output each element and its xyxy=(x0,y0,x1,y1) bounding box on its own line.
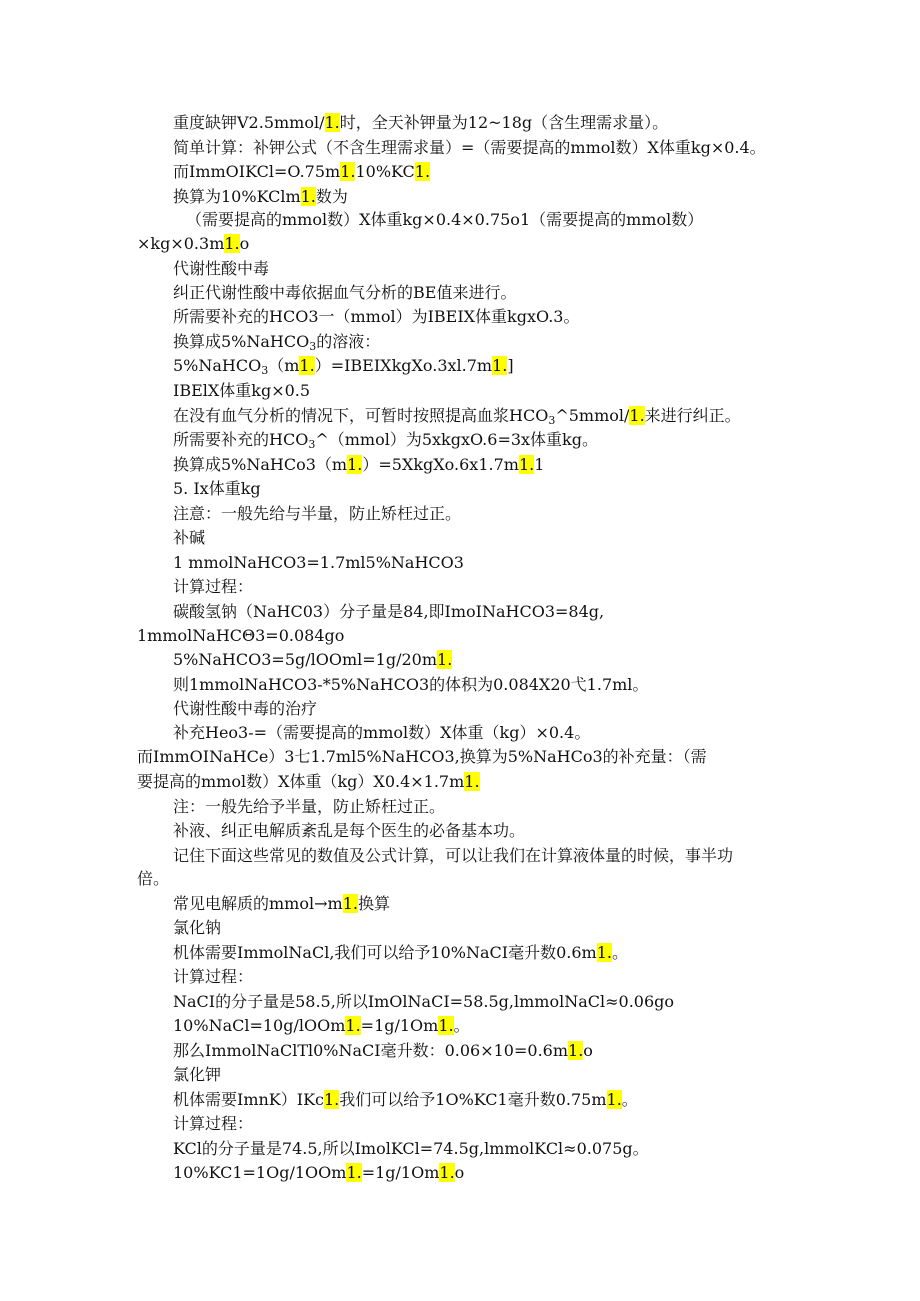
text-segment: 1mmolNaHCΘ3=0.084go xyxy=(137,626,345,645)
text-line xyxy=(173,161,430,183)
highlighted-text: 1. xyxy=(300,187,316,206)
text-line xyxy=(137,625,344,647)
text-segment: ] xyxy=(507,356,514,375)
text-segment: KCl的分子量是74.5,所以ImolKCl=74.5g,lmmolKCl≈0.075g。 xyxy=(173,1139,649,1158)
text-segment: o xyxy=(239,234,250,253)
text-line xyxy=(173,1089,638,1111)
text-segment: 3 xyxy=(309,340,317,353)
text-line xyxy=(173,429,598,451)
highlighted-text: 1. xyxy=(299,356,315,375)
text-segment: 重度缺钾V2.5mmol/ xyxy=(173,113,325,132)
text-segment: 所需要补充的HCO xyxy=(173,430,309,449)
highlighted-text: 1. xyxy=(324,113,340,132)
text-segment: 3 xyxy=(548,414,556,427)
text-line xyxy=(173,796,445,818)
text-segment: 代谢性酸中毒 xyxy=(173,259,270,278)
text-line xyxy=(173,893,390,915)
text-segment: 计算过程： xyxy=(173,577,254,596)
text-segment: 1 xyxy=(534,455,545,474)
text-segment: 5%NaHCO xyxy=(173,356,262,375)
text-line xyxy=(173,137,766,159)
text-line xyxy=(173,698,317,720)
text-segment: 10%KC xyxy=(355,162,415,181)
text-line xyxy=(173,306,579,328)
highlighted-text: 1. xyxy=(439,1163,455,1182)
text-segment: =1g/1Om xyxy=(361,1163,440,1182)
highlighted-text: 1. xyxy=(568,1041,584,1060)
highlighted-text: 1. xyxy=(347,455,363,474)
text-segment: 。 xyxy=(453,1016,470,1035)
text-line xyxy=(173,552,464,574)
text-segment: 所需要补充的HCO3一（mmol）为IBEIX体重kgxO.3。 xyxy=(173,307,580,326)
text-segment: 3 xyxy=(308,438,316,451)
text-segment: 3 xyxy=(261,364,269,377)
text-segment: 常见电解质的mmol→m xyxy=(173,894,343,913)
text-line xyxy=(173,722,590,744)
text-line xyxy=(173,942,628,964)
text-segment: （m xyxy=(268,356,300,375)
text-segment: 5. Ix体重kg xyxy=(173,479,261,498)
highlighted-text: 1. xyxy=(596,943,612,962)
text-segment: ^5mmol/ xyxy=(555,406,630,425)
text-line xyxy=(173,186,348,208)
text-segment: 来进行纠正。 xyxy=(644,406,741,425)
text-line xyxy=(173,331,380,353)
text-segment: IBElX体重kg×0.5 xyxy=(173,381,311,400)
text-line xyxy=(173,112,668,134)
text-segment: 代谢性酸中毒的治疗 xyxy=(173,699,318,718)
text-segment: 则1mmolNaHCO3-*5%NaHCO3的体积为0.084X20弋1.7ml。 xyxy=(173,675,649,694)
text-line xyxy=(173,478,261,500)
highlighted-text: 1. xyxy=(606,1090,622,1109)
text-segment: 而ImmOINaHCe）3七1.7ml5%NaHCO3,换算为5%NaHCo3的补充量：（需 xyxy=(137,747,707,766)
text-line xyxy=(173,845,733,867)
highlighted-text: 1. xyxy=(464,772,480,791)
text-line xyxy=(173,917,221,939)
text-segment: 换算为10%KClm xyxy=(173,187,301,206)
highlighted-text: 1. xyxy=(342,894,358,913)
text-segment: 氯化钾 xyxy=(173,1065,222,1084)
text-segment: NaCI的分子量是58.5,所以ImOlNaCI=58.5g,lmmolNaCl≈0.06go xyxy=(173,992,675,1011)
text-segment: 计算过程： xyxy=(173,967,254,986)
text-line xyxy=(173,966,253,988)
text-line xyxy=(173,258,269,280)
text-segment: （需要提高的mmol数）X体重kg×0.4×0.75o1（需要提高的mmol数） xyxy=(186,210,704,229)
text-segment: 碳酸氢钠（NaHC03）分子量是84,即ImoINaHCO3=84g, xyxy=(173,602,605,621)
highlighted-text: 1. xyxy=(345,1016,361,1035)
text-segment: ）=5XkgXo.6x1.7m xyxy=(362,455,519,474)
highlighted-text: 1. xyxy=(224,234,240,253)
text-line xyxy=(173,1064,221,1086)
highlighted-text: 1. xyxy=(437,650,453,669)
text-segment: ×kg×0.3m xyxy=(137,234,225,253)
text-segment: 倍。 xyxy=(137,869,170,888)
text-segment: 补充Heo3-=（需要提高的mmol数）X体重（kg）×0.4。 xyxy=(173,723,591,742)
highlighted-text: 1. xyxy=(629,406,645,425)
text-line xyxy=(173,649,452,671)
text-segment: ^（mmol）为5xkgxO.6=3x体重kg。 xyxy=(315,430,598,449)
text-line xyxy=(173,991,674,1013)
text-line xyxy=(173,454,544,476)
text-segment: 纠正代谢性酸中毒依据血气分析的BE值来进行。 xyxy=(173,283,517,302)
text-segment: 。 xyxy=(621,1090,638,1109)
text-line xyxy=(173,503,461,525)
highlighted-text: 1. xyxy=(346,1163,362,1182)
text-segment: 机体需要ImnK）IKc xyxy=(173,1090,324,1109)
text-line xyxy=(186,209,703,231)
text-segment: 我们可以给予1O%KC1毫升数0.75m xyxy=(339,1090,607,1109)
text-line xyxy=(173,527,205,549)
text-segment: 数为 xyxy=(315,187,348,206)
text-segment: 注意：一般先给与半量，防止矫枉过正。 xyxy=(173,504,462,523)
text-segment: 计算过程： xyxy=(173,1114,254,1133)
text-segment: 补碱 xyxy=(173,528,206,547)
highlighted-text: 1. xyxy=(518,455,535,474)
text-line xyxy=(173,1015,470,1037)
text-segment: 10%KC1=1Og/1OOm xyxy=(173,1163,347,1182)
text-segment: 1 mmolNaHCO3=1.7ml5%NaHCO3 xyxy=(173,553,464,572)
highlighted-text: 1. xyxy=(340,162,356,181)
highlighted-text: 1. xyxy=(438,1016,454,1035)
text-segment: 氯化钠 xyxy=(173,918,222,937)
text-segment: =1g/1Om xyxy=(360,1016,439,1035)
text-line xyxy=(173,601,604,623)
text-segment: 记住下面这些常见的数值及公式计算，可以让我们在计算液体量的时候，事半功 xyxy=(173,846,734,865)
text-segment: o xyxy=(454,1163,465,1182)
text-segment: 要提高的mmol数）X体重（kg）X0.4×1.7m xyxy=(137,772,465,791)
text-segment: 时，全天补钾量为12~18g（含生理需求量）。 xyxy=(339,113,669,132)
text-segment: 的溶液： xyxy=(316,332,381,351)
text-line xyxy=(173,820,525,842)
text-segment: 换算成5%NaHCO xyxy=(173,332,310,351)
text-segment: 在没有血气分析的情况下，可暂时按照提高血浆HCO xyxy=(173,406,549,425)
text-segment: 简单计算：补钾公式（不含生理需求量）=（需要提高的mmol数）X体重kg×0.4。 xyxy=(173,138,766,157)
text-line xyxy=(173,380,310,402)
text-segment: 换算 xyxy=(357,894,390,913)
text-segment: 机体需要ImmolNaCl,我们可以给予10%NaCI毫升数0.6m xyxy=(173,943,597,962)
text-line xyxy=(137,233,249,255)
text-segment: 补液、纠正电解质紊乱是每个医生的必备基本功。 xyxy=(173,821,526,840)
text-line xyxy=(173,405,741,427)
highlighted-text: 1. xyxy=(414,162,431,181)
text-segment: ）=IBEIXkgXo.3xl.7m xyxy=(314,356,493,375)
text-segment: 而ImmOIKCl=O.75m xyxy=(173,162,341,181)
text-line xyxy=(173,282,516,304)
text-segment: o xyxy=(583,1041,593,1060)
text-line xyxy=(173,674,648,696)
text-line xyxy=(173,576,253,598)
text-line xyxy=(173,1040,593,1062)
text-line xyxy=(173,355,514,377)
text-line xyxy=(173,1162,464,1184)
highlighted-text: 1. xyxy=(492,356,508,375)
text-segment: 注：一般先给予半量，防止矫枉过正。 xyxy=(173,797,446,816)
text-segment: 。 xyxy=(611,943,628,962)
text-line xyxy=(137,868,169,890)
text-segment: 换算成5%NaHCo3（m xyxy=(173,455,348,474)
text-segment: 那么ImmolNaClTl0%NaCI毫升数：0.06×10=0.6m xyxy=(173,1041,569,1060)
highlighted-text: 1. xyxy=(324,1090,340,1109)
text-line xyxy=(173,1113,253,1135)
text-line xyxy=(137,746,707,768)
text-line xyxy=(137,771,480,793)
text-segment: 10%NaCl=10g/lOOm xyxy=(173,1016,346,1035)
text-segment: 5%NaHCO3=5g/lOOml=1g/20m xyxy=(173,650,438,669)
text-line xyxy=(173,1138,649,1160)
